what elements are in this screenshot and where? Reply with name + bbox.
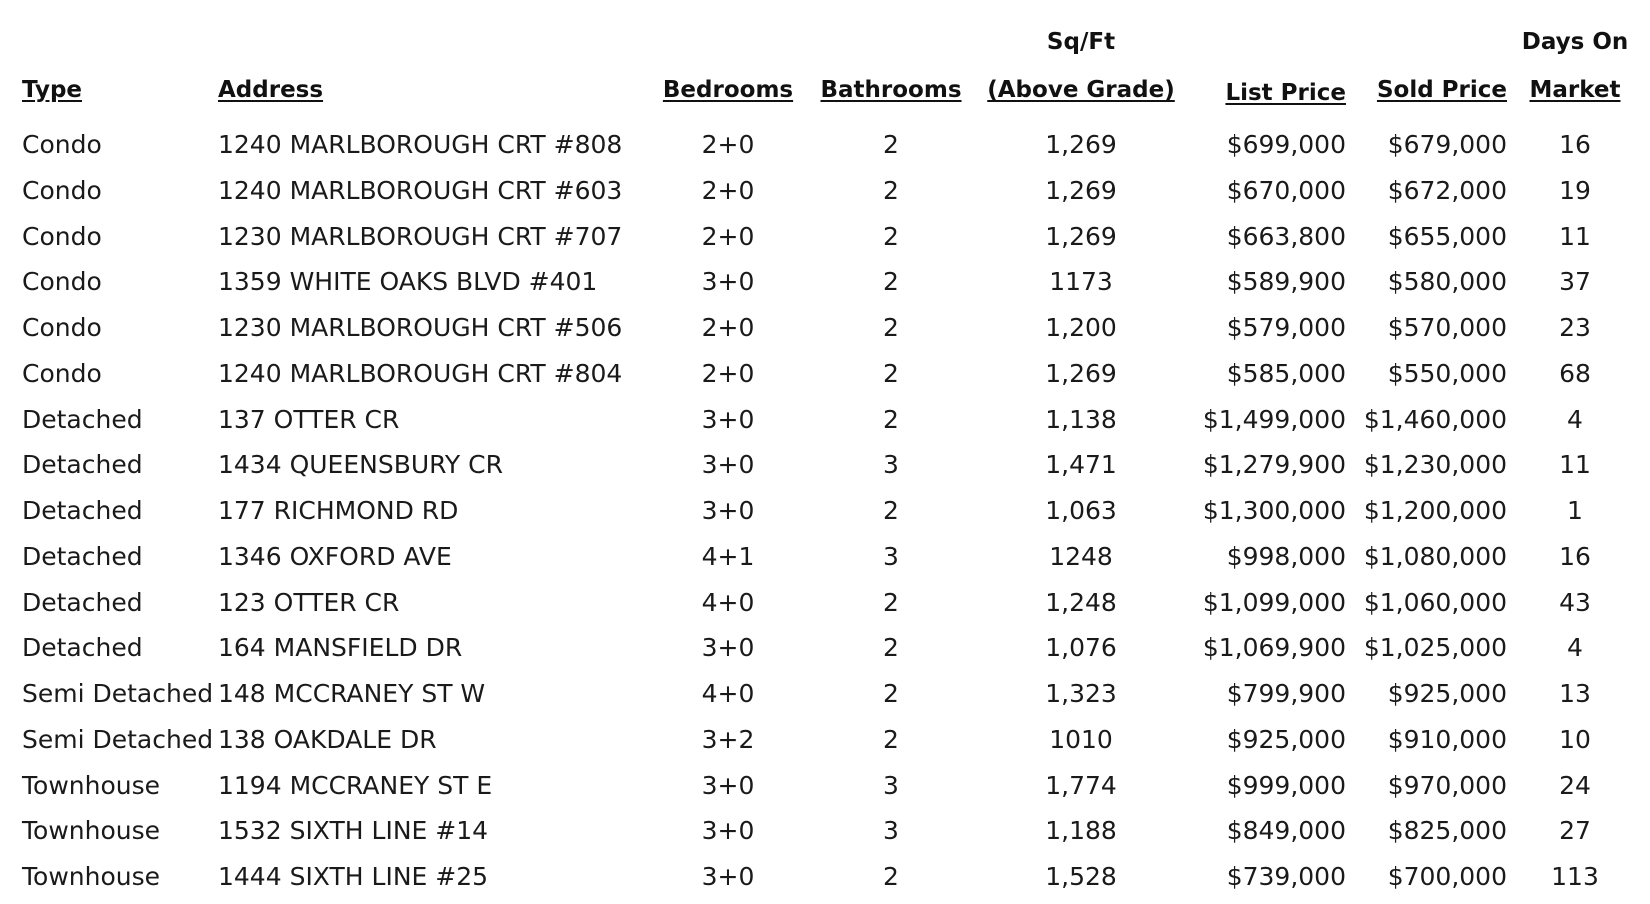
- cell-bathrooms: 2: [883, 862, 899, 891]
- cell-bathrooms: 3: [883, 816, 899, 846]
- cell-address: 1346 OXFORD AVE: [218, 541, 452, 571]
- table-row: [0, 305, 1650, 350]
- cell-sqft: 1,269: [1045, 175, 1117, 205]
- cell-address: 123 OTTER CR: [218, 587, 400, 617]
- cell-list-price: $585,000: [1226, 358, 1346, 388]
- cell-bedrooms: 3+0: [701, 267, 755, 297]
- cell-sold-price: $910,000: [1387, 724, 1507, 754]
- cell-sold-price: $655,000: [1387, 221, 1507, 251]
- cell-days-on-market: 16: [1559, 130, 1591, 159]
- cell-address: 1230 MARLBOROUGH CRT #707: [218, 221, 623, 251]
- cell-days-on-market: 1: [1567, 496, 1583, 525]
- cell-days-on-market: 43: [1559, 587, 1591, 617]
- cell-bathrooms: 2: [883, 175, 899, 205]
- cell-bathrooms: 2: [883, 679, 899, 708]
- cell-sqft: 1,269: [1045, 358, 1117, 388]
- cell-sold-price: $672,000: [1387, 175, 1507, 205]
- cell-sold-price: $679,000: [1387, 130, 1507, 159]
- cell-sqft: 1,076: [1045, 633, 1117, 663]
- cell-type: Detached: [22, 587, 143, 617]
- table-row: [0, 397, 1650, 442]
- cell-sold-price: $1,060,000: [1363, 587, 1507, 617]
- cell-type: Semi Detached: [22, 724, 214, 754]
- cell-sold-price: $1,200,000: [1363, 496, 1507, 525]
- cell-address: 1194 MCCRANEY ST E: [218, 770, 493, 800]
- cell-list-price: $579,000: [1226, 313, 1346, 342]
- table-row: [0, 580, 1650, 625]
- cell-sqft: 1,323: [1045, 679, 1117, 708]
- header-address: Address: [218, 77, 324, 103]
- table-row: [0, 808, 1650, 853]
- cell-sqft: 1,471: [1045, 450, 1117, 480]
- cell-days-on-market: 4: [1567, 633, 1583, 663]
- header-sold-price: Sold Price: [1376, 77, 1507, 103]
- cell-address: 1444 SIXTH LINE #25: [218, 862, 489, 891]
- cell-sqft: 1,248: [1045, 587, 1117, 617]
- cell-type: Townhouse: [22, 770, 161, 800]
- cell-days-on-market: 11: [1559, 450, 1591, 480]
- cell-sold-price: $1,025,000: [1363, 633, 1507, 663]
- cell-days-on-market: 24: [1559, 770, 1591, 800]
- cell-address: 148 MCCRANEY ST W: [218, 679, 486, 708]
- cell-days-on-market: 113: [1551, 862, 1599, 891]
- cell-sqft: 1,063: [1045, 496, 1117, 525]
- cell-list-price: $739,000: [1226, 862, 1346, 891]
- cell-type: Condo: [22, 130, 102, 159]
- cell-sqft: 1,138: [1045, 404, 1117, 434]
- table-row: [0, 259, 1650, 304]
- cell-sold-price: $550,000: [1387, 358, 1507, 388]
- cell-bedrooms: 3+2: [701, 724, 755, 754]
- cell-address: 138 OAKDALE DR: [218, 724, 437, 754]
- cell-sold-price: $925,000: [1387, 679, 1507, 708]
- cell-sqft: 1010: [1049, 724, 1113, 754]
- cell-bedrooms: 4+0: [701, 679, 755, 708]
- cell-address: 137 OTTER CR: [218, 404, 400, 434]
- cell-type: Condo: [22, 175, 102, 205]
- cell-bedrooms: 2+0: [701, 313, 755, 342]
- cell-days-on-market: 10: [1559, 724, 1591, 754]
- cell-sold-price: $825,000: [1387, 816, 1507, 846]
- cell-list-price: $1,499,000: [1202, 404, 1346, 434]
- cell-list-price: $998,000: [1226, 541, 1346, 571]
- cell-bedrooms: 4+0: [701, 587, 755, 617]
- cell-sqft: 1,269: [1045, 221, 1117, 251]
- cell-address: 164 MANSFIELD DR: [218, 633, 463, 663]
- cell-address: 1240 MARLBOROUGH CRT #603: [218, 175, 623, 205]
- cell-bathrooms: 2: [883, 404, 899, 434]
- cell-type: Townhouse: [22, 816, 161, 846]
- table-row: [0, 625, 1650, 670]
- cell-bedrooms: 2+0: [701, 175, 755, 205]
- table-row: [0, 854, 1650, 899]
- cell-sold-price: $570,000: [1387, 313, 1507, 342]
- cell-sqft: 1248: [1049, 541, 1113, 571]
- cell-bathrooms: 2: [883, 221, 899, 251]
- cell-type: Detached: [22, 450, 143, 480]
- cell-list-price: $799,900: [1226, 679, 1346, 708]
- table-row: [0, 763, 1650, 808]
- cell-sqft: 1,528: [1045, 862, 1117, 891]
- cell-list-price: $670,000: [1226, 175, 1346, 205]
- cell-address: 177 RICHMOND RD: [218, 496, 459, 525]
- header-sqft-line2: (Above Grade): [987, 77, 1175, 103]
- cell-days-on-market: 27: [1559, 816, 1591, 846]
- cell-bathrooms: 2: [883, 587, 899, 617]
- cell-list-price: $699,000: [1226, 130, 1346, 159]
- cell-list-price: $999,000: [1226, 770, 1346, 800]
- cell-type: Condo: [22, 358, 102, 388]
- cell-type: Detached: [22, 404, 143, 434]
- header-bathrooms: Bathrooms: [820, 77, 962, 103]
- cell-bedrooms: 3+0: [701, 404, 755, 434]
- cell-sold-price: $1,460,000: [1363, 404, 1507, 434]
- cell-type: Townhouse: [22, 862, 161, 891]
- cell-list-price: $1,279,900: [1202, 450, 1346, 480]
- cell-days-on-market: 19: [1559, 175, 1591, 205]
- cell-sqft: 1,200: [1045, 313, 1117, 342]
- table-row: [0, 442, 1650, 487]
- cell-sqft: 1,269: [1045, 130, 1117, 159]
- header-sqft-line1: Sq/Ft: [1046, 29, 1116, 55]
- cell-list-price: $1,069,900: [1202, 633, 1346, 663]
- table-row: [0, 488, 1650, 533]
- cell-address: 1532 SIXTH LINE #14: [218, 816, 489, 846]
- header-type: Type: [22, 77, 83, 103]
- table-row: [0, 214, 1650, 259]
- cell-list-price: $1,099,000: [1202, 587, 1346, 617]
- cell-bathrooms: 3: [883, 450, 899, 480]
- table-row: [0, 671, 1650, 716]
- cell-type: Condo: [22, 313, 102, 342]
- cell-days-on-market: 37: [1559, 267, 1591, 297]
- cell-sold-price: $970,000: [1387, 770, 1507, 800]
- cell-sqft: 1,188: [1045, 816, 1117, 846]
- cell-days-on-market: 23: [1559, 313, 1591, 342]
- header-dom-line2: Market: [1529, 77, 1621, 103]
- header-list-price: List Price: [1225, 80, 1346, 106]
- cell-type: Condo: [22, 267, 102, 297]
- cell-days-on-market: 13: [1559, 679, 1591, 708]
- cell-bedrooms: 2+0: [701, 358, 755, 388]
- cell-bedrooms: 3+0: [701, 816, 755, 846]
- cell-bathrooms: 3: [883, 541, 899, 571]
- cell-bedrooms: 4+1: [701, 541, 755, 571]
- cell-bathrooms: 2: [883, 267, 899, 297]
- cell-type: Detached: [22, 541, 143, 571]
- cell-list-price: $849,000: [1226, 816, 1346, 846]
- cell-sqft: 1173: [1049, 267, 1113, 297]
- cell-bedrooms: 3+0: [701, 496, 755, 525]
- header-dom-line1: Days On: [1521, 29, 1629, 55]
- cell-list-price: $663,800: [1226, 221, 1346, 251]
- cell-type: Condo: [22, 221, 102, 251]
- cell-list-price: $1,300,000: [1202, 496, 1346, 525]
- cell-days-on-market: 16: [1559, 541, 1591, 571]
- cell-sold-price: $700,000: [1387, 862, 1507, 891]
- cell-list-price: $925,000: [1226, 724, 1346, 754]
- cell-days-on-market: 11: [1559, 221, 1591, 251]
- cell-bedrooms: 3+0: [701, 450, 755, 480]
- table-row: [0, 534, 1650, 579]
- cell-bathrooms: 2: [883, 496, 899, 525]
- cell-bathrooms: 2: [883, 724, 899, 754]
- cell-type: Semi Detached: [22, 679, 214, 708]
- cell-days-on-market: 4: [1567, 404, 1583, 434]
- cell-address: 1230 MARLBOROUGH CRT #506: [218, 313, 623, 342]
- cell-days-on-market: 68: [1559, 358, 1591, 388]
- table-row: [0, 717, 1650, 762]
- cell-sold-price: $580,000: [1387, 267, 1507, 297]
- cell-bedrooms: 3+0: [701, 862, 755, 891]
- cell-list-price: $589,900: [1226, 267, 1346, 297]
- cell-address: 1434 QUEENSBURY CR: [218, 450, 503, 480]
- cell-bedrooms: 2+0: [701, 221, 755, 251]
- cell-sqft: 1,774: [1045, 770, 1117, 800]
- cell-bedrooms: 3+0: [701, 770, 755, 800]
- cell-address: 1240 MARLBOROUGH CRT #808: [218, 130, 623, 159]
- cell-bathrooms: 2: [883, 130, 899, 159]
- cell-bathrooms: 2: [883, 633, 899, 663]
- header-bedrooms: Bedrooms: [662, 77, 794, 103]
- cell-bedrooms: 2+0: [701, 130, 755, 159]
- cell-address: 1240 MARLBOROUGH CRT #804: [218, 358, 623, 388]
- table-row: [0, 351, 1650, 396]
- cell-bathrooms: 3: [883, 770, 899, 800]
- cell-address: 1359 WHITE OAKS BLVD #401: [218, 267, 598, 297]
- cell-bathrooms: 2: [883, 358, 899, 388]
- cell-type: Detached: [22, 633, 143, 663]
- table-row: [0, 122, 1650, 167]
- cell-sold-price: $1,080,000: [1363, 541, 1507, 571]
- cell-sold-price: $1,230,000: [1363, 450, 1507, 480]
- cell-type: Detached: [22, 496, 143, 525]
- cell-bathrooms: 2: [883, 313, 899, 342]
- table-row: [0, 168, 1650, 213]
- cell-bedrooms: 3+0: [701, 633, 755, 663]
